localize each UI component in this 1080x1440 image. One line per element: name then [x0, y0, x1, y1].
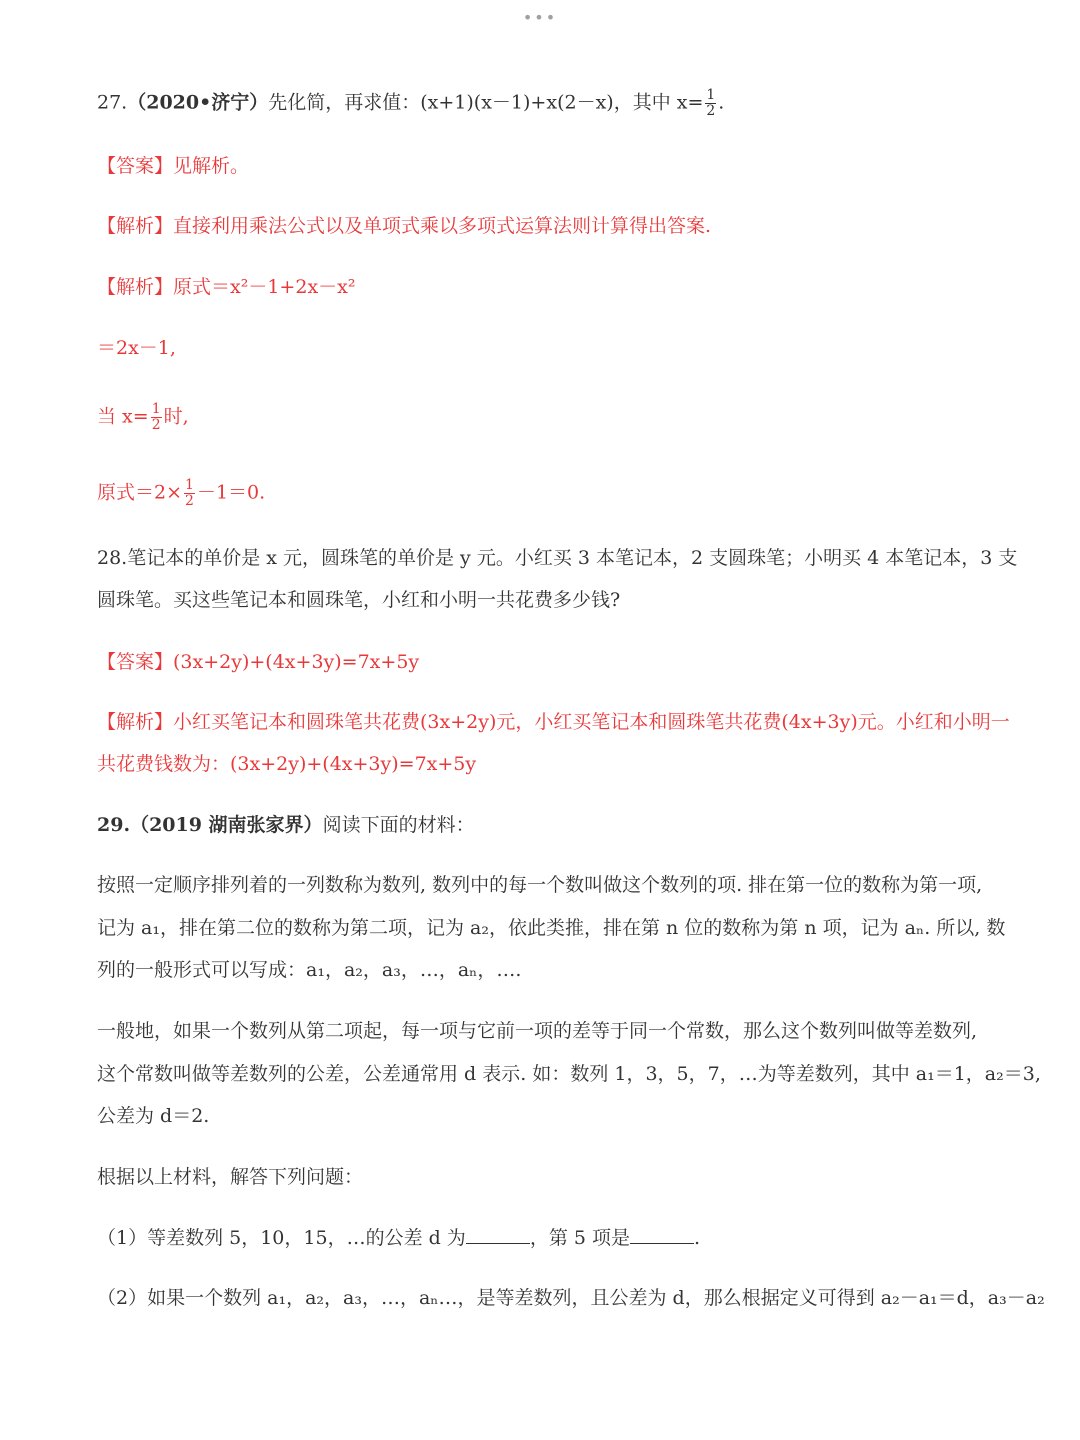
paragraph-1-line1: 按照一定顺序排列着的一列数称为数列, 数列中的每一个数叫做这个数列的项. 排在第一位的数称为第一项,	[97, 874, 983, 896]
solution-label: 【解析】	[97, 276, 174, 298]
answer-label: 【答案】	[97, 155, 174, 177]
fraction-half: $\frac{1}{2}$	[185, 477, 194, 509]
answer-blank[interactable]	[466, 1225, 530, 1244]
question-number: 29.	[97, 814, 131, 836]
answer-text: 见解析。	[173, 155, 250, 177]
paragraph-2-line2: 这个常数叫做等差数列的公差，公差通常用 d 表示. 如：数列 1，3，5，7，…为等差数列，其中 a₁＝1，a₂＝3,	[97, 1063, 1041, 1085]
answer-text: (3x+2y)+(4x+3y)=7x+5y	[173, 651, 420, 673]
solution-27-line4: 原式＝2× $\frac{1}{2}$ －1＝0.	[97, 477, 266, 509]
prompt-text: 根据以上材料，解答下列问题：	[97, 1166, 364, 1188]
fraction-half: $\frac{1}{2}$	[706, 87, 716, 119]
solution-step: ＝2x－1,	[97, 337, 176, 359]
answer-label: 【答案】	[97, 651, 174, 673]
more-options-icon[interactable]: •••	[522, 8, 558, 27]
analysis-text: 直接利用乘法公式以及单项式乘以多项式运算法则计算得出答案.	[173, 215, 712, 237]
solution-27-line3: 当 x= $\frac{1}{2}$ 时,	[97, 401, 189, 433]
answer-blank[interactable]	[630, 1225, 694, 1244]
paragraph-2-line1: 一般地，如果一个数列从第二项起，每一项与它前一项的差等于同一个常数，那么这个数列叫做等差数列,	[97, 1020, 978, 1042]
analysis-27	[97, 214, 711, 238]
analysis-label: 【解析】	[97, 215, 174, 237]
question-number: 27.	[97, 91, 128, 114]
solution-step: 原式＝x²－1+2x－x²	[173, 276, 356, 298]
analysis-text: 小红买笔记本和圆珠笔共花费(3x+2y)元，小红买笔记本和圆珠笔共花费(4x+3y)元。小红和小明一	[173, 711, 1010, 733]
analysis-28-line1	[97, 710, 1010, 734]
answer-27	[97, 154, 249, 178]
solution-27-line2	[97, 336, 176, 360]
paragraph-1-line3: 列的一般形式可以写成：a₁，a₂，a₃，…，aₙ，….	[97, 959, 522, 981]
question-text: 阅读下面的材料：	[322, 814, 475, 836]
fraction-half: $\frac{1}{2}$	[151, 401, 161, 433]
paragraph-1-line2: 记为 a₁，排在第二位的数称为第二项，记为 a₂，依此类推，排在第 n 位的数称为第 n 项，记为 aₙ. 所以, 数	[97, 917, 1006, 939]
question-29	[97, 813, 475, 837]
analysis-label: 【解析】	[97, 711, 174, 733]
question-28-line1: 28.笔记本的单价是 x 元，圆珠笔的单价是 y 元。小红买 3 本笔记本，2 支圆珠笔；小明买 4 本笔记本，3 支	[97, 547, 1018, 569]
answer-28	[97, 650, 419, 674]
question-text: 先化简，再求值：(x+1)(x－1)+x(2－x)，其中 x=	[268, 91, 704, 114]
question-source: （2019 湖南张家界）	[130, 814, 323, 836]
paragraph-2-line3: 公差为 d＝2.	[97, 1105, 210, 1127]
sub-question-1: （1）等差数列 5，10，15，…的公差 d 为 ，第 5 项是 .	[97, 1227, 701, 1249]
analysis-28-line2: 共花费钱数为：(3x+2y)+(4x+3y)=7x+5y	[97, 753, 477, 775]
question-source: （2020•济宁）	[127, 91, 269, 114]
question-27: 27.（2020•济宁）先化简，再求值：(x+1)(x－1)+x(2－x)，其中 x= $\frac{1}{2}$ .	[97, 87, 725, 119]
question-28-line2: 圆珠笔。买这些笔记本和圆珠笔，小红和小明一共花费多少钱?	[97, 589, 621, 611]
sub-question-2: （2）如果一个数列 a₁，a₂，a₃，…，aₙ…，是等差数列，且公差为 d，那么根据定义可得到 a₂－a₁＝d，a₃－a₂	[97, 1287, 1045, 1309]
solution-27-line1	[97, 275, 356, 299]
